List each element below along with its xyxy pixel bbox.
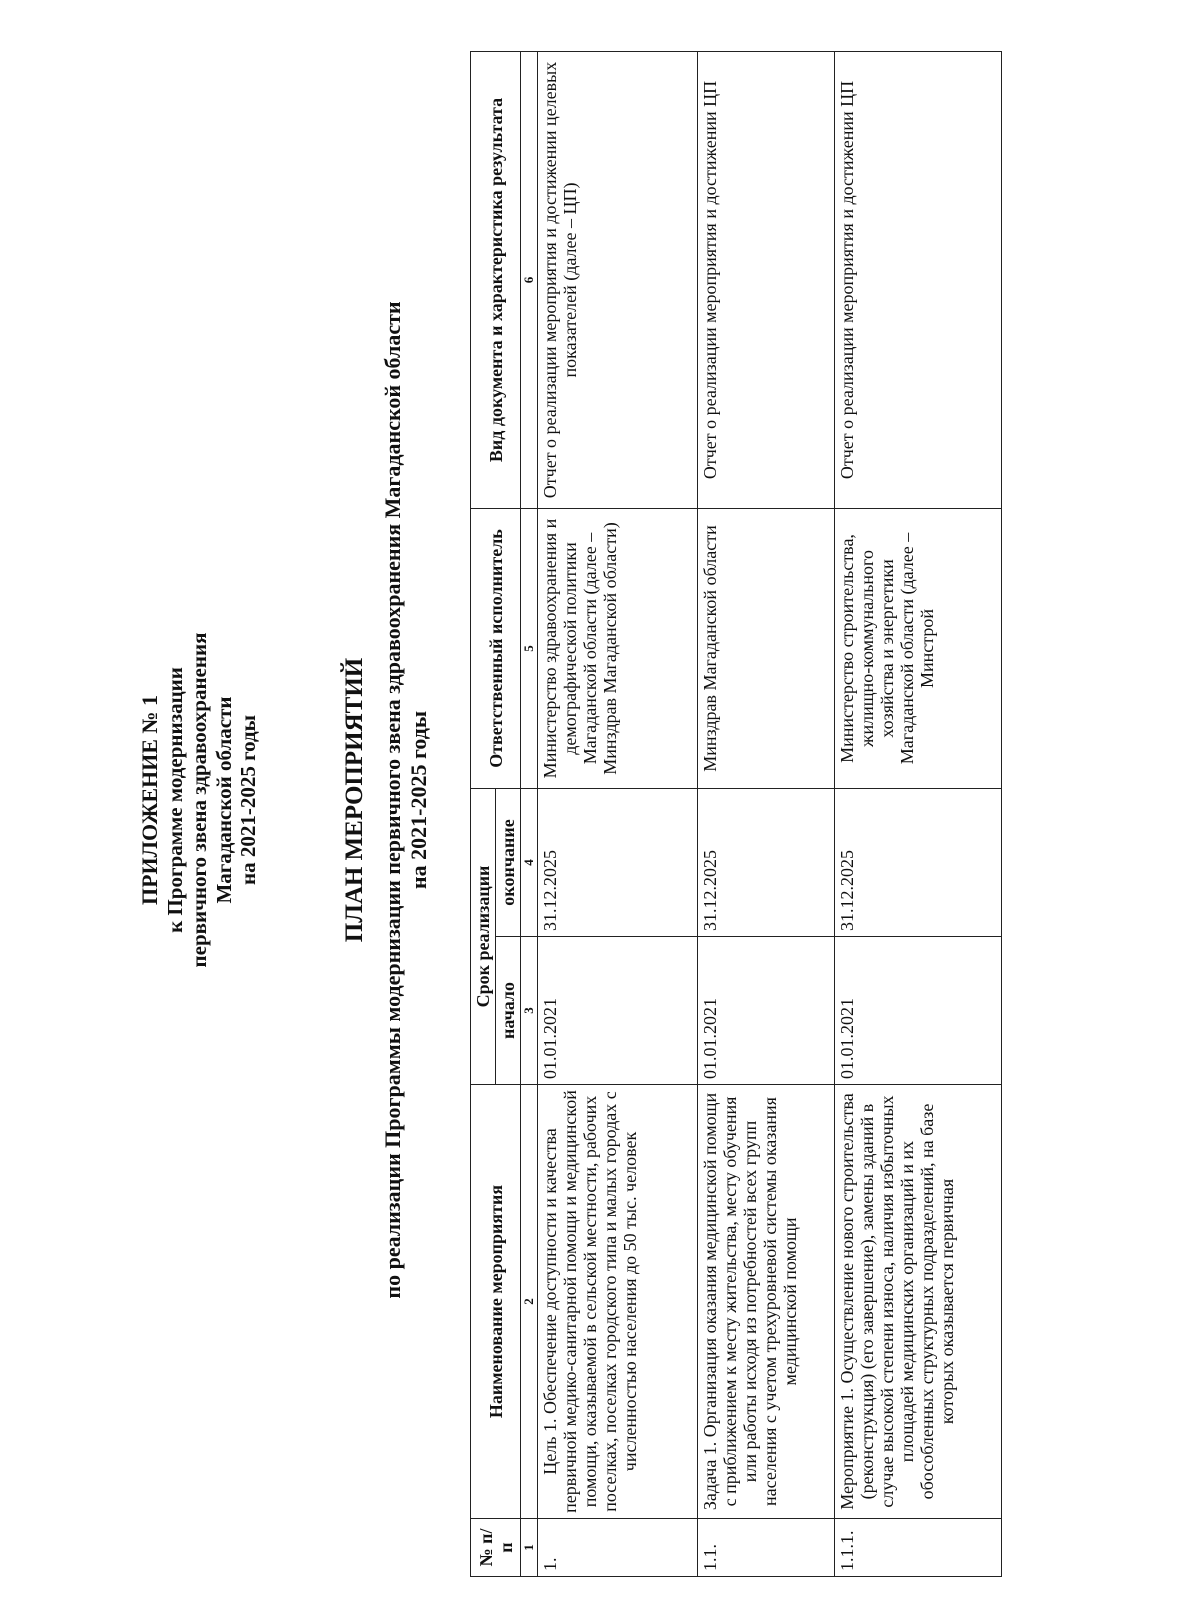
appendix-line-3: Магаданской области bbox=[211, 696, 236, 904]
plan-subtitle: по реализации Программы модернизации первичного звена здравоохранения Магаданской области bbox=[380, 301, 405, 1299]
event-name: Задача 1. Организация оказания медицинской помощи с приближением к месту жительства, месту обучения или работы исходя из потребностей всех групп населения с учетом трехуровневой системы оказания медицинской помощи bbox=[698, 1085, 835, 1519]
result-doc: Отчет о реализации мероприятия и достижении ЦП bbox=[835, 51, 1002, 508]
appendix-line-4: на 2021-2025 годы bbox=[236, 714, 260, 886]
start-date: 01.01.2021 bbox=[698, 937, 835, 1085]
executor: Министерство строительства, жилищно-коммунального хозяйства и энергетики Магаданской области (далее – Минстрой bbox=[835, 508, 1002, 788]
header-end: окончание bbox=[496, 788, 521, 936]
header-num: № п/п bbox=[471, 1519, 521, 1577]
executor: Министерство здравоохранения и демографической политики Магаданской области (далее – Минздрав Магаданской области) bbox=[538, 508, 698, 788]
column-number: 3 bbox=[521, 937, 538, 1085]
result-doc: Отчет о реализации мероприятия и достижении целевых показателей (далее – ЦП) bbox=[538, 51, 698, 508]
header-start: начало bbox=[496, 937, 521, 1085]
appendix-title: ПРИЛОЖЕНИЕ № 1 bbox=[137, 694, 162, 906]
events-table bbox=[470, 51, 1002, 1577]
plan-years: на 2021-2025 годы bbox=[406, 710, 431, 890]
row-number: 1. bbox=[538, 1519, 698, 1577]
appendix-line-2: первичного звена здравоохранения bbox=[187, 632, 211, 968]
start-date: 01.01.2021 bbox=[538, 937, 698, 1085]
appendix-line-1: к Программе модернизации bbox=[162, 667, 187, 933]
row-number: 1.1.1. bbox=[835, 1519, 1002, 1577]
event-name: Цель 1. Обеспечение доступности и качества первичной медико-санитарной помощи и медицинской помощи, оказываемой в сельской местности, рабочих поселках, поселках городского типа и малых городах с численностью населения до 50 тыс. человек bbox=[538, 1085, 698, 1519]
header-result: Вид документа и характеристика результата bbox=[471, 51, 521, 508]
table-row bbox=[835, 51, 1002, 1576]
header-name: Наименование мероприятия bbox=[471, 1085, 521, 1519]
end-date: 31.12.2025 bbox=[538, 788, 698, 936]
header-term: Срок реализации bbox=[471, 788, 496, 1084]
column-number: 6 bbox=[521, 51, 538, 508]
column-number: 2 bbox=[521, 1085, 538, 1519]
header-executor: Ответственный исполнитель bbox=[471, 508, 521, 788]
result-doc: Отчет о реализации мероприятия и достижении ЦП bbox=[698, 51, 835, 508]
column-number: 1 bbox=[521, 1519, 538, 1577]
row-number: 1.1. bbox=[698, 1519, 835, 1577]
appendix-block bbox=[138, 0, 261, 1600]
plan-heading-block bbox=[340, 0, 432, 1600]
start-date: 01.01.2021 bbox=[835, 937, 1002, 1085]
end-date: 31.12.2025 bbox=[698, 788, 835, 936]
event-name: Мероприятие 1. Осуществление нового строительства (реконструкция) (его завершение), замены зданий в случае высокой степени износа, наличия избыточных площадей медицинских организаций и их обособленных структурных подразделений, на базе которых оказывается первичная bbox=[835, 1085, 1002, 1519]
table-row bbox=[538, 51, 698, 1576]
plan-title: ПЛАН МЕРОПРИЯТИЙ bbox=[341, 657, 368, 943]
column-number: 5 bbox=[521, 508, 538, 788]
column-number: 4 bbox=[521, 788, 538, 936]
table-row bbox=[698, 51, 835, 1576]
executor: Минздрав Магаданской области bbox=[698, 508, 835, 788]
end-date: 31.12.2025 bbox=[835, 788, 1002, 936]
column-numbers-row bbox=[521, 51, 538, 1576]
